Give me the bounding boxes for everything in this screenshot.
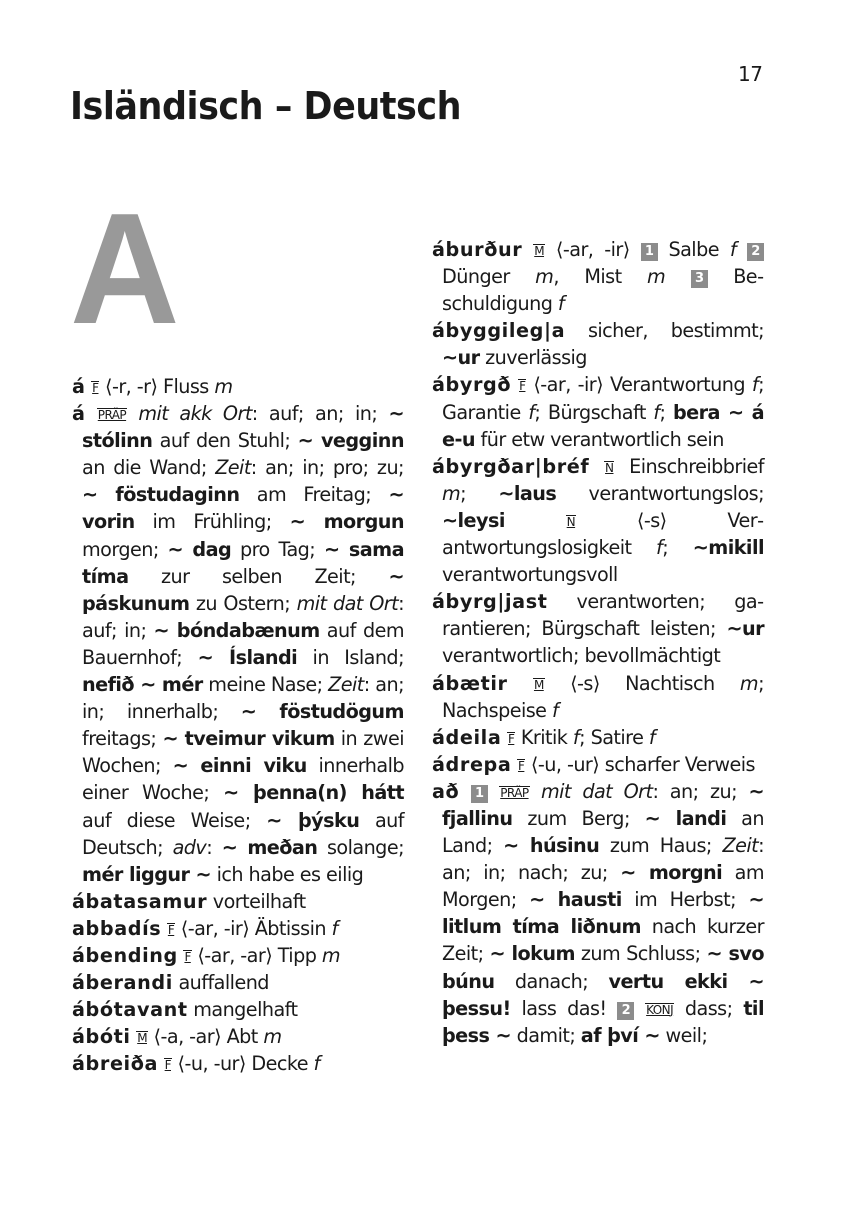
italic-label: m: [535, 265, 554, 289]
grammar-tag: PRÄP: [97, 408, 127, 423]
entry-text: danach;: [494, 969, 609, 993]
dictionary-entry: [432, 670, 764, 724]
entry-text: verantworten; garantieren; Bürgschaft leisten;: [442, 590, 764, 641]
dictionary-entry: [72, 1023, 404, 1050]
entry-text: [505, 509, 566, 532]
sense-number: 1: [471, 785, 488, 803]
headword: áberandi: [72, 971, 173, 995]
entry-text: an die Wand;: [82, 456, 216, 480]
entry-text: [589, 455, 604, 478]
grammar-tag: M: [533, 677, 544, 692]
bold-phrase: ~ lokum: [489, 942, 575, 966]
entry-text: , Mist: [553, 265, 648, 289]
italic-label: f: [751, 373, 759, 397]
bold-phrase: ~ur: [726, 617, 764, 641]
entry-text: meine Nase;: [202, 673, 329, 697]
bold-phrase: nefið ~ mér: [82, 673, 203, 697]
dictionary-entry: [432, 778, 764, 1049]
bold-phrase: ~laus: [498, 481, 557, 505]
grammar-tag: F: [518, 758, 525, 773]
bold-phrase: ~ morgni: [620, 861, 723, 885]
headword: ábreiða: [72, 1052, 159, 1076]
italic-label: Zeit: [215, 456, 251, 480]
bold-phrase: ~ sama tíma: [82, 537, 404, 588]
grammar-tag: F: [519, 379, 526, 394]
entry-text: im Herbst;: [621, 888, 749, 912]
entry-text: ⟨-u, -ur⟩ Decke: [172, 1052, 314, 1076]
entry-text: [459, 780, 470, 803]
entry-text: ich habe es eilig: [211, 862, 364, 886]
entry-text: nach kurzer Zeit;: [442, 915, 764, 966]
italic-label: mit akk Ort: [138, 402, 252, 426]
entry-text: pro Tag;: [231, 537, 324, 561]
bold-phrase: ~ föstudögum: [240, 700, 404, 724]
bold-phrase: ~leysi: [442, 508, 505, 532]
entry-text: [511, 373, 518, 396]
entry-text: morgen;: [82, 537, 168, 561]
italic-label: mit dat Ort: [541, 779, 653, 803]
page-title: Isländisch – Deutsch: [70, 84, 462, 128]
section-letter: A: [70, 181, 180, 357]
dictionary-column-right: [432, 236, 764, 1049]
bold-phrase: bera ~ á e-u: [442, 400, 764, 451]
entry-text: : auf; in;: [82, 591, 404, 642]
italic-label: Zeit: [328, 673, 364, 697]
entry-text: [488, 780, 499, 803]
grammar-tag: N: [605, 460, 614, 475]
entry-text: ;: [662, 536, 693, 560]
grammar-tag: F: [507, 731, 515, 746]
bold-phrase: ~ vegginn: [297, 429, 404, 453]
bold-phrase: ~ bóndabænum: [153, 618, 320, 642]
entry-text: zum Schluss;: [574, 942, 707, 966]
headword: á: [72, 375, 86, 398]
italic-label: f: [653, 400, 660, 424]
bold-phrase: ~ stólinn: [82, 402, 404, 453]
italic-label: Zeit: [722, 834, 759, 858]
entry-text: ⟨-r, -r⟩ Fluss: [99, 375, 215, 398]
entry-text: ; Garantie: [442, 373, 764, 424]
grammar-tag: F: [92, 381, 99, 395]
bold-phrase: ~ meðan: [221, 835, 318, 859]
grammar-tag: N: [566, 514, 576, 529]
bold-phrase: ~ tveimur vikum: [162, 727, 335, 751]
entry-text: [522, 238, 533, 261]
italic-label: m: [263, 1025, 282, 1049]
dictionary-entry: [432, 588, 764, 669]
italic-label: f: [656, 536, 663, 560]
entry-text: :: [206, 835, 222, 859]
italic-label: m: [647, 265, 666, 289]
entry-text: ⟨-s⟩ Nachtisch: [544, 671, 740, 695]
entry-text: [508, 672, 533, 695]
dictionary-entry: [72, 888, 404, 915]
entry-text: mangelhaft: [187, 998, 298, 1022]
italic-label: m: [321, 943, 341, 967]
entry-text: zuverlässig: [479, 346, 587, 370]
entry-text: ;: [460, 481, 499, 505]
entry-text: Beschuldigung: [442, 265, 764, 316]
italic-label: f: [551, 698, 559, 722]
bold-phrase: ~ Íslandi: [197, 645, 298, 669]
headword: ábótavant: [72, 998, 188, 1022]
entry-text: ⟨-u, -ur⟩ scharfer Verweis: [525, 752, 756, 776]
entry-text: [665, 265, 691, 288]
headword: að: [432, 779, 460, 803]
entry-text: auf diese Weise;: [82, 808, 267, 832]
entry-text: [127, 402, 138, 425]
entry-text: ; Bürgschaft: [534, 400, 654, 424]
bold-phrase: ~ húsinu: [503, 834, 600, 858]
headword: ábending: [72, 943, 178, 967]
entry-text: ; Nachspeise: [442, 671, 764, 722]
headword: ádeila: [432, 725, 502, 749]
headword: ábatasamur: [72, 889, 208, 913]
dictionary-entry: [432, 236, 764, 317]
entry-text: am Morgen;: [442, 861, 764, 912]
italic-label: f: [729, 238, 737, 261]
headword: ábyggileg|a: [432, 319, 566, 343]
entry-text: damit;: [511, 1023, 581, 1047]
bold-phrase: ~ dag: [167, 537, 232, 561]
bold-phrase: ~ föstudaginn: [82, 483, 240, 507]
italic-label: f: [648, 725, 656, 749]
entry-text: in Island;: [297, 645, 404, 669]
entry-text: verantwortungsvoll: [442, 563, 618, 587]
bold-phrase: ~ morgun: [289, 510, 404, 534]
grammar-tag: F: [164, 1058, 171, 1073]
italic-label: f: [528, 400, 535, 424]
entry-text: ⟨-ar, -ir⟩ Äbtissin: [175, 916, 332, 940]
bold-phrase: ~ hausti: [529, 888, 622, 912]
entry-text: ⟨-ar, -ir⟩: [545, 238, 641, 261]
headword: á: [72, 402, 86, 426]
entry-text: ⟨-ar, -ar⟩ Tipp: [191, 943, 322, 967]
italic-label: adv: [172, 835, 207, 859]
entry-text: ⟨-a, -ar⟩ Abt: [148, 1025, 264, 1049]
bold-phrase: af því ~: [580, 1023, 660, 1047]
page-number: 17: [738, 62, 763, 86]
dictionary-entry: [432, 751, 764, 778]
dictionary-column-left: [72, 373, 404, 1077]
dictionary-entry: [72, 1050, 404, 1077]
grammar-tag: F: [184, 949, 191, 964]
grammar-tag: M: [137, 1031, 147, 1046]
entry-text: freitags;: [82, 727, 163, 751]
headword: ábóti: [72, 1025, 131, 1049]
entry-text: [86, 402, 97, 425]
entry-text: ⟨-ar, -ir⟩ Verantwortung: [526, 373, 752, 397]
entry-text: an Land;: [442, 806, 764, 858]
entry-text: zur selben Zeit;: [128, 564, 389, 588]
bold-phrase: ~ einni viku: [172, 754, 307, 778]
sense-number: 2: [617, 1002, 634, 1020]
entry-text: [530, 780, 541, 803]
entry-text: zum Haus;: [599, 834, 723, 858]
italic-label: f: [331, 916, 338, 940]
entry-text: lass das!: [510, 996, 618, 1020]
headword: ábyrgð: [432, 373, 512, 397]
entry-text: auffallend: [172, 971, 269, 995]
headword: ábætir: [432, 671, 508, 695]
entry-text: auf Deutsch;: [82, 808, 404, 859]
dictionary-entry: [72, 915, 404, 942]
bold-phrase: ~ vorin: [82, 483, 404, 534]
sense-number: 3: [691, 270, 708, 288]
headword: ádrepa: [432, 752, 512, 776]
headword: ábyrgðar|bréf: [432, 454, 590, 478]
dictionary-entry: [72, 996, 404, 1023]
dictionary-entry: [72, 969, 404, 996]
bold-phrase: til þess ~: [442, 996, 764, 1047]
grammar-tag: M: [534, 244, 545, 258]
entry-text: im Frühling;: [134, 510, 290, 534]
grammar-tag: PRÄP: [500, 785, 529, 800]
italic-label: f: [572, 725, 580, 749]
entry-text: : an; in; nach; zu;: [442, 834, 764, 885]
bold-phrase: vertu ekki ~ þessu!: [442, 969, 764, 1020]
entry-text: Einschreibbrief: [614, 454, 764, 478]
entry-text: weil;: [659, 1023, 708, 1047]
entry-text: ⟨-s⟩ Verantwortungslosigkeit: [442, 508, 764, 560]
bold-phrase: ~ landi: [644, 806, 727, 830]
entry-text: ; Satire: [579, 725, 649, 749]
bold-phrase: ~ litlum tíma liðnum: [442, 888, 765, 939]
grammar-tag: F: [167, 922, 175, 937]
headword: ábyrg|jast: [432, 590, 548, 614]
italic-label: m: [739, 671, 759, 695]
entry-text: innerhalb einer Woche;: [82, 754, 404, 805]
entry-text: sicher, bestimmt;: [565, 319, 764, 343]
bold-phrase: ~ fjallinu: [442, 779, 764, 830]
entry-text: [736, 238, 747, 261]
entry-text: zum Berg;: [512, 806, 645, 830]
entry-text: : an; zu;: [652, 779, 749, 803]
dictionary-entry: [432, 371, 764, 452]
bold-phrase: ~ þýsku: [266, 808, 360, 832]
entry-text: dass;: [674, 996, 744, 1020]
headword: áburður: [432, 238, 523, 261]
dictionary-entry: [432, 317, 764, 371]
bold-phrase: mér liggur ~: [82, 862, 212, 886]
entry-text: am Freitag;: [239, 483, 389, 507]
dictionary-entry: [432, 453, 764, 588]
entry-text: solange;: [317, 835, 404, 859]
bold-phrase: ~ svo búnu: [442, 942, 764, 993]
entry-text: : an; in; innerhalb;: [82, 673, 404, 724]
entry-text: : auf; an; in;: [251, 402, 389, 426]
italic-label: f: [557, 292, 565, 316]
entry-text: auf dem Bauernhof;: [82, 618, 404, 669]
headword: abbadís: [72, 916, 162, 940]
entry-text: vorteilhaft: [207, 889, 306, 913]
bold-phrase: ~mikill: [692, 536, 765, 560]
sense-number: 2: [747, 243, 764, 261]
italic-label: f: [313, 1052, 320, 1076]
italic-label: m: [214, 375, 233, 398]
entry-text: Salbe: [657, 238, 730, 261]
dictionary-entry: [72, 373, 404, 400]
italic-label: m: [442, 481, 461, 505]
grammar-tag: KONJ: [646, 1002, 674, 1017]
sense-number: 1: [641, 243, 658, 261]
entry-text: zu Ostern;: [189, 591, 297, 615]
entry-text: : an; in; pro; zu;: [250, 456, 404, 480]
entry-text: in zwei Wochen;: [82, 727, 404, 778]
bold-phrase: ~ur: [442, 346, 480, 370]
entry-text: Kritik: [515, 725, 573, 749]
entry-text: verantwortungslos;: [556, 481, 765, 505]
dictionary-entry: [72, 400, 404, 888]
italic-label: mit dat Ort: [296, 591, 399, 615]
entry-text: ;: [659, 400, 673, 424]
entry-text: [634, 997, 645, 1020]
entry-text: Dünger: [442, 265, 536, 289]
entry-text: für etw verantwortlich sein: [475, 427, 724, 451]
bold-phrase: ~ páskunum: [82, 564, 404, 615]
entry-text: auf den Stuhl;: [152, 429, 298, 453]
entry-text: verantwortlich; bevollmächtigt: [442, 644, 721, 668]
dictionary-entry: [72, 942, 404, 969]
dictionary-entry: [432, 724, 764, 751]
bold-phrase: ~ þenna(n) hátt: [223, 781, 404, 805]
